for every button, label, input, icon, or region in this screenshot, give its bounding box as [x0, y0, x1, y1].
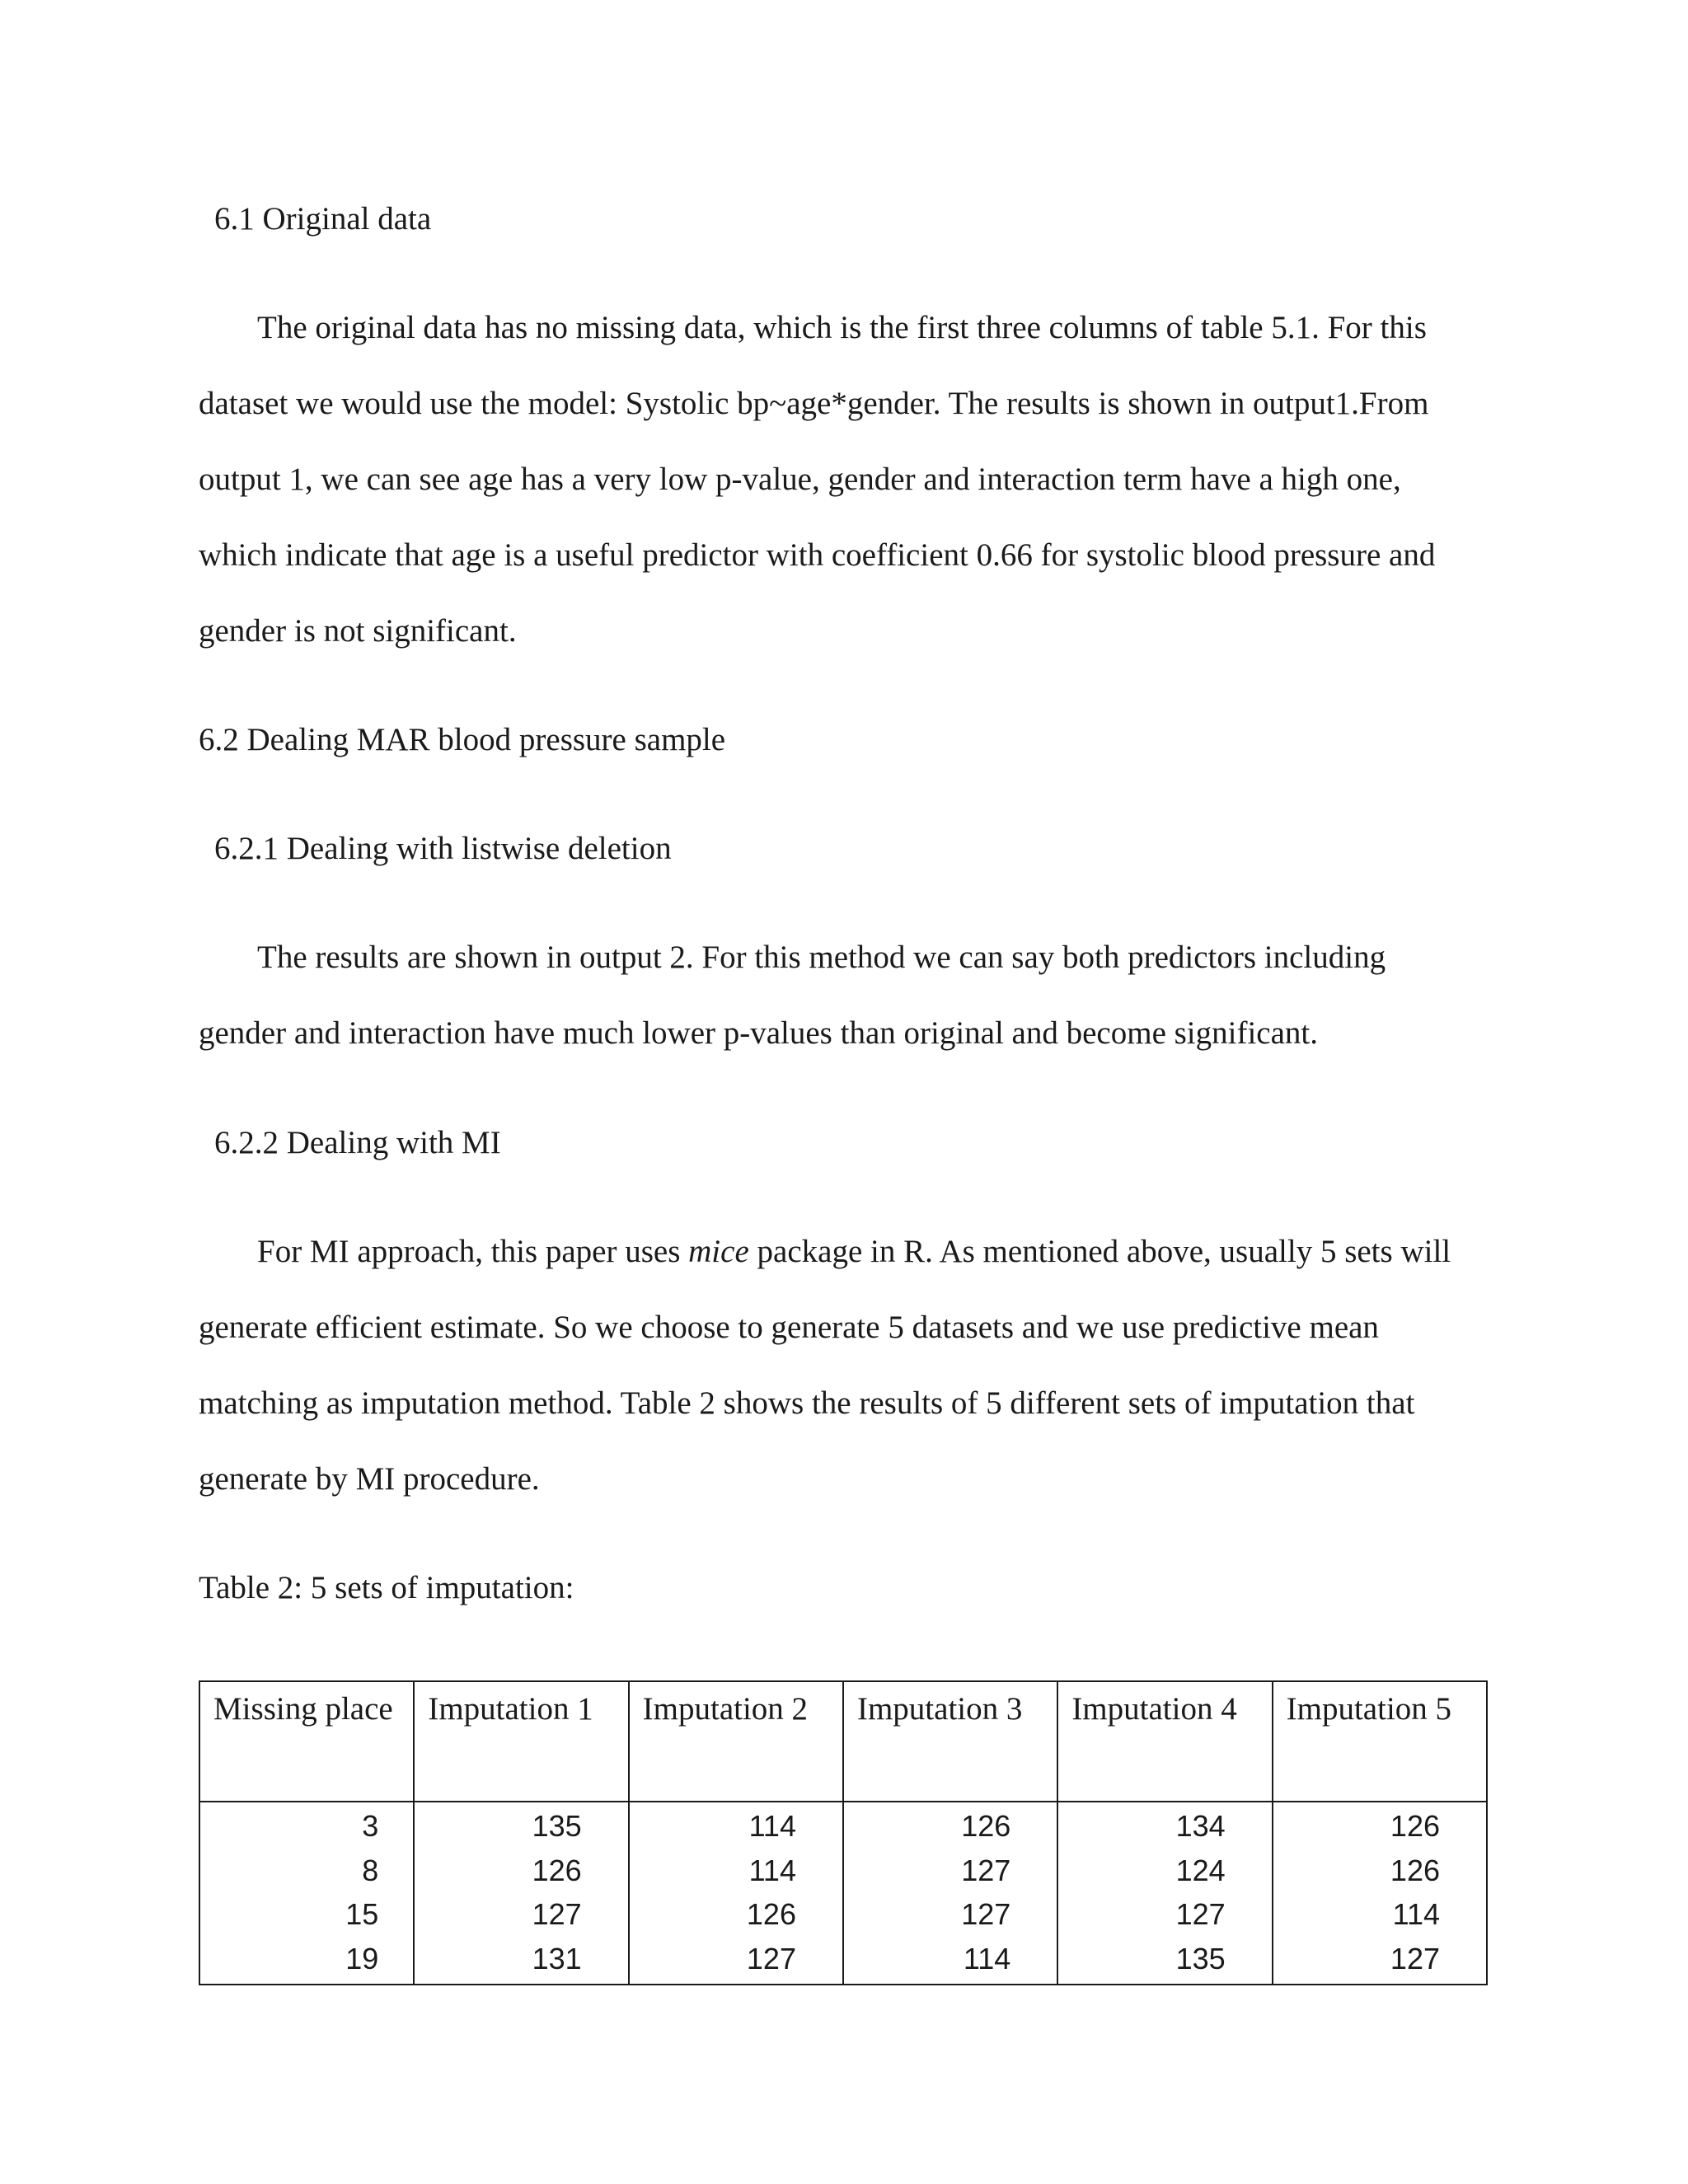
paragraph-line: matching as imputation method. Table 2 shows the results of 5 different sets of imputation that: [199, 1385, 1415, 1421]
cell-value: 3: [362, 1809, 379, 1843]
column-header: Imputation 1: [414, 1681, 628, 1802]
cell-value: 127: [961, 1853, 1011, 1887]
paragraph-line: output 1, we can see age has a very low p-value, gender and interaction term have a high one,: [199, 462, 1401, 497]
table-cell: [629, 1802, 843, 1985]
cell-value: 127: [961, 1897, 1011, 1931]
imputation-table: [199, 1680, 1488, 1985]
paragraph-line: generate efficient estimate. So we choose to generate 5 datasets and we use predictive mean: [199, 1310, 1379, 1345]
paragraph-line: generate by MI procedure.: [199, 1461, 540, 1497]
cell-value: 114: [748, 1809, 796, 1843]
cell-value: 126: [1390, 1809, 1440, 1843]
paragraph-line: gender and interaction have much lower p-values than original and become significant.: [199, 1015, 1319, 1051]
cell-value: 126: [746, 1897, 796, 1931]
cell-value: 126: [1390, 1853, 1440, 1887]
table-data-row: [199, 1802, 1487, 1985]
paragraph-line: gender is not significant.: [199, 613, 517, 649]
cell-value: 131: [532, 1941, 582, 1975]
section-heading-6-1: 6.1 Original data: [214, 201, 432, 237]
paragraph-line: The original data has no missing data, which is the first three columns of table 5.1. For this: [257, 310, 1427, 345]
cell-value: 134: [1175, 1809, 1226, 1843]
table-cell: [1057, 1802, 1272, 1985]
subsection-heading-6-2-2: 6.2.2 Dealing with MI: [214, 1125, 501, 1160]
cell-value: 15: [345, 1897, 379, 1931]
cell-value: 127: [1390, 1941, 1440, 1975]
table-cell: [199, 1802, 414, 1985]
table-header-row: [199, 1681, 1487, 1802]
column-header: Missing place: [199, 1681, 414, 1802]
text-run: package in R. As mentioned above, usually 5 sets will: [748, 1234, 1451, 1269]
cell-value: 127: [746, 1941, 796, 1975]
cell-value: 135: [532, 1809, 582, 1843]
cell-value: 114: [963, 1941, 1011, 1975]
paragraph-line: dataset we would use the model: Systolic bp~age*gender. The results is shown in output1.From: [199, 386, 1429, 421]
table-cell: [843, 1802, 1057, 1985]
paragraph-line-mi: [257, 1235, 1451, 1268]
table-cell: [1273, 1802, 1487, 1985]
cell-value: 8: [362, 1853, 379, 1887]
cell-value: 114: [1392, 1897, 1440, 1931]
cell-value: 124: [1175, 1853, 1226, 1887]
cell-value: 114: [748, 1853, 796, 1887]
text-run: For MI approach, this paper uses: [257, 1234, 689, 1269]
section-heading-6-2: 6.2 Dealing MAR blood pressure sample: [199, 722, 726, 757]
package-name-italic: mice: [688, 1234, 749, 1269]
column-header: Imputation 5: [1273, 1681, 1487, 1802]
table-caption: Table 2: 5 sets of imputation:: [199, 1570, 574, 1605]
cell-value: 127: [532, 1897, 582, 1931]
paragraph-line: which indicate that age is a useful predictor with coefficient 0.66 for systolic blood pressure and: [199, 537, 1436, 573]
column-header: Imputation 4: [1057, 1681, 1272, 1802]
column-header: Imputation 2: [629, 1681, 843, 1802]
subsection-heading-6-2-1: 6.2.1 Dealing with listwise deletion: [214, 831, 672, 866]
column-header: Imputation 3: [843, 1681, 1057, 1802]
cell-value: 127: [1175, 1897, 1226, 1931]
cell-value: 126: [532, 1853, 582, 1887]
paragraph-line: The results are shown in output 2. For this method we can say both predictors including: [257, 940, 1386, 975]
table-cell: [414, 1802, 628, 1985]
cell-value: 126: [961, 1809, 1011, 1843]
cell-value: 19: [345, 1941, 379, 1975]
cell-value: 135: [1175, 1941, 1226, 1975]
